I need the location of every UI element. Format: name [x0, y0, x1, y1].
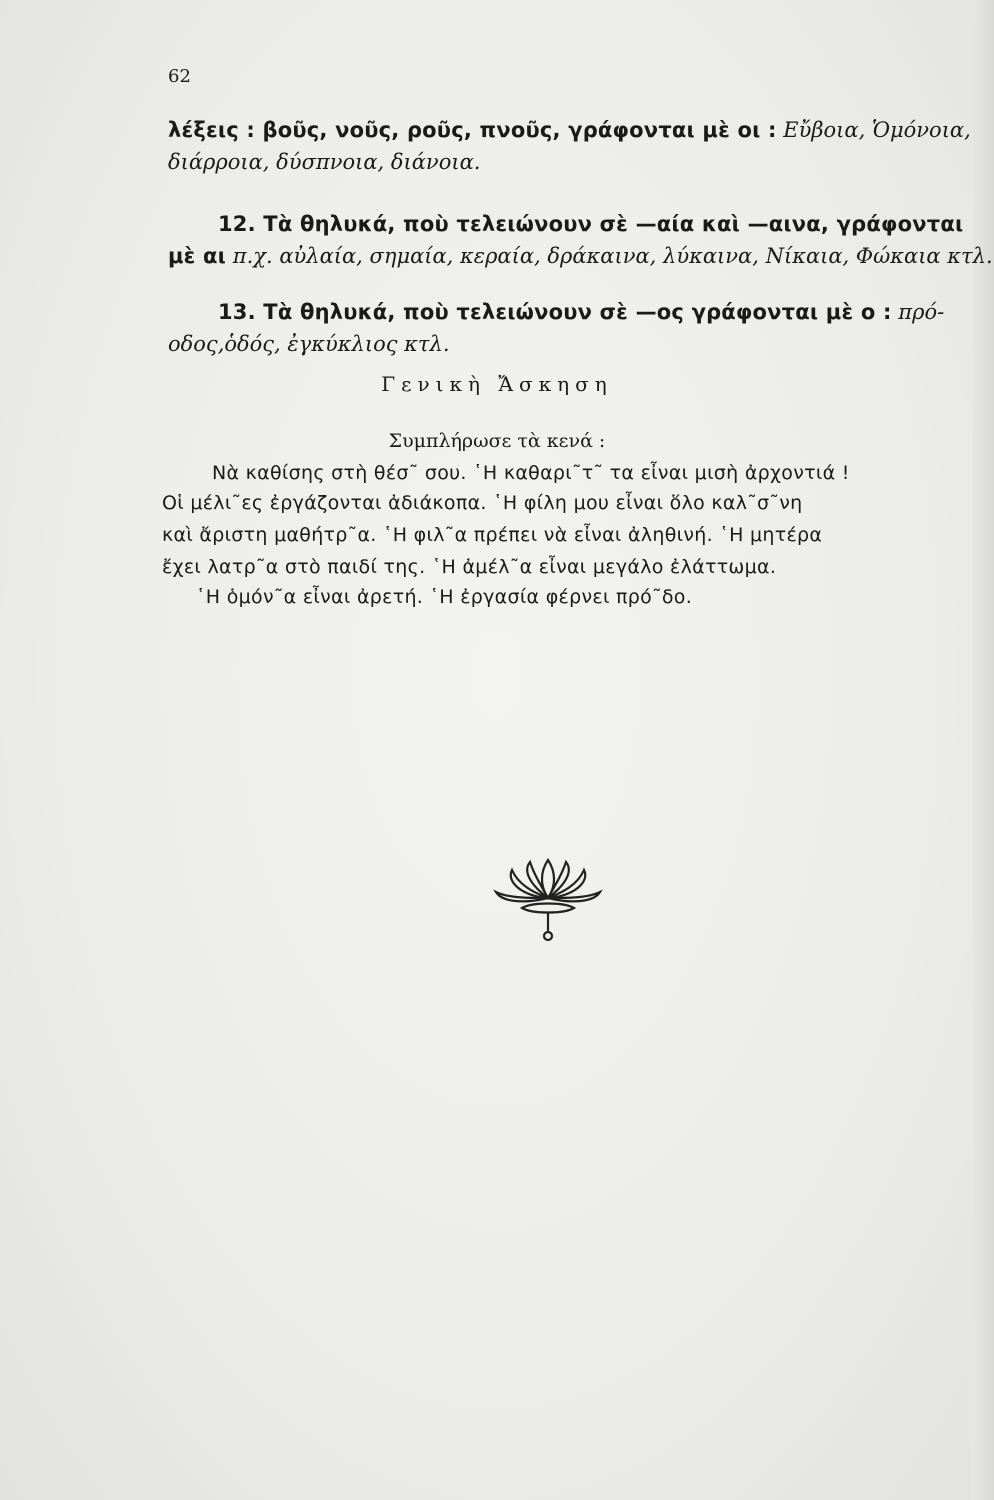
rule-12-line-2	[168, 244, 993, 268]
page-edge	[972, 0, 994, 1500]
rule-line-1-bold: λέξεις : βοῦς, νοῦς, ροῦς, πνοῦς, γράφονται μὲ οι :	[168, 118, 777, 142]
rule-13	[218, 300, 944, 324]
rule-13-bold: 13. Τὰ θηλυκά, ποὺ τελειώνουν σὲ —ος γράφονται μὲ ο :	[218, 300, 892, 324]
rule-12: 12. Τὰ θηλυκά, ποὺ τελειώνουν σὲ —αία καὶ —αινα, γράφονται	[218, 212, 964, 236]
rule-13-italic-end: πρό-	[898, 300, 945, 324]
exercise-heading: Γενικὴ Ἄσκηση	[381, 372, 613, 396]
exercise-instruction: Συμπλήρωσε τὰ κενά :	[388, 430, 606, 452]
rule-12-line-2-bold: μὲ αι	[168, 244, 227, 268]
exercise-line-2: Οἱ μέλι῀ες ἐργάζονται ἀδιάκοπα. ῾Η φίλη μου εἶναι ὅλο καλ῀σ῀νη	[162, 492, 803, 514]
exercise-line-4: ἔχει λατρ῀α στὸ παιδί της. ῾Η ἀμέλ῀α εἶναι μεγάλο ἐλάττωμα.	[162, 556, 777, 578]
exercise-line-3: καὶ ἄριστη μαθήτρ῀α. ῾Η φιλ῀α πρέπει νὰ εἶναι ἀληθινή. ῾Η μητέρα	[162, 524, 823, 546]
exercise-line-1: Νὰ καθίσης στὴ θέσ῀ σου. ῾Η καθαρι῀τ῀ τα εἶναι μισὴ ἀρχοντιά !	[212, 462, 850, 484]
exercise-line-5: ῾Η ὁμόν῀α εἶναι ἀρετή. ῾Η ἐργασία φέρνει πρό῀δο.	[196, 586, 693, 608]
fleuron-icon	[488, 852, 608, 952]
rule-12-examples: π.χ. αὐλαία, σημαία, κεραία, δράκαινα, λύκαινα, Νίκαια, Φώκαια κτλ.	[232, 244, 993, 268]
rule-13-line-2: οδος,ὁδός, ἐγκύκλιος κτλ.	[168, 332, 450, 356]
page-number: 62	[168, 66, 191, 87]
rule-line-1	[168, 118, 971, 142]
rule-line-2: διάρροια, δύσπνοια, διάνοια.	[168, 150, 481, 174]
rule-line-1-italic: Εὔβοια, Ὁμόνοια,	[783, 118, 971, 142]
